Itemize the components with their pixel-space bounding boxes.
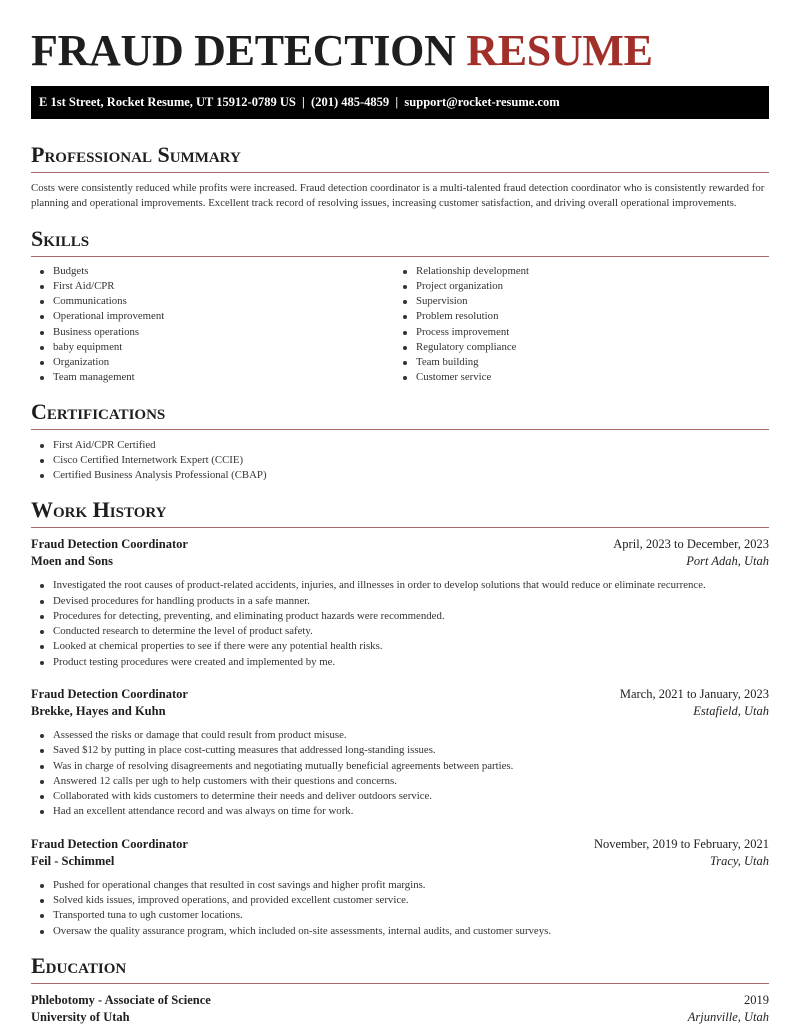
job-title: Fraud Detection Coordinator [31,687,188,701]
job-entry [31,686,769,820]
job-entry [31,536,769,670]
skill-item: Regulatory compliance [394,340,757,355]
title-accent: RESUME [466,26,653,75]
job-bullet: Answered 12 calls per ugh to help customers with their questions and concerns. [31,774,769,789]
certifications-list [31,438,769,483]
skill-item: Team management [31,370,394,385]
job-location: Port Adah, Utah [686,554,769,569]
company-name: Moen and Sons [31,554,113,569]
summary-text: Costs were consistently reduced while profits were increased. Fraud detection coordinator is a multi-talented fraud detection coordinator who is consistently rewarded for planning and operational improvements. Excellent track record of resolving issues, increasing customer satisfaction, and driving overall operational improvements. [31,182,765,209]
job-bullet: Collaborated with kids customers to determine their needs and deliver outdoors service. [31,789,769,804]
job-dates: April, 2023 to December, 2023 [613,537,769,552]
job-bullet: Investigated the root causes of product-related accidents, injuries, and illnesses in order to develop solutions that would reduce or eliminate recurrence. [31,578,769,593]
section-heading-education: Education [31,953,769,984]
skill-item: Communications [31,294,394,309]
skill-item: Process improvement [394,325,757,340]
company-name: Feil - Schimmel [31,853,115,868]
certification-item: First Aid/CPR Certified [31,438,769,453]
section-heading-certifications: Certifications [31,399,769,430]
certification-item: Certified Business Analysis Professional (CBAP) [31,468,769,483]
school: University of Utah [31,1009,130,1024]
skill-item: baby equipment [31,340,394,355]
job-bullet: Product testing procedures were created and implemented by me. [31,655,769,670]
job-bullet: Conducted research to determine the level of product safety. [31,624,769,639]
skills-list [31,264,769,385]
graduation-year: 2019 [744,992,769,1007]
job-location: Tracy, Utah [709,853,769,868]
skill-item: Business operations [31,325,394,340]
skill-item: Supervision [394,294,757,309]
contact-info: E 1st Street, Rocket Resume, UT 15912-0789 US | (201) 485-4859 | support@rocket-resume.com [39,95,560,109]
job-dates: March, 2021 to January, 2023 [619,687,769,701]
job-title: Fraud Detection Coordinator [31,836,188,851]
skill-item: Budgets [31,264,394,279]
job-bullet: Assessed the risks or damage that could result from product misuse. [31,728,769,743]
job-bullet: Procedures for detecting, preventing, and eliminating product hazards were recommended. [31,609,769,624]
job-bullet: Solved kids issues, improved operations, and provided excellent customer service. [31,893,769,908]
job-bullets [31,578,769,670]
job-bullet: Pushed for operational changes that resulted in cost savings and higher profit margins. [31,878,769,893]
degree: Phlebotomy - Associate of Science [31,992,211,1007]
skill-item: Problem resolution [394,309,757,324]
section-heading-skills: Skills [31,226,769,257]
skill-item: Relationship development [394,264,757,279]
resume-title [31,27,769,75]
section-heading-summary: Professional Summary [31,142,769,173]
skills-left-column [31,264,394,385]
title-main: FRAUD DETECTION [31,26,456,75]
certification-item: Cisco Certified Internetwork Expert (CCIE) [31,453,769,468]
school-location: Arjunville, Utah [687,1009,769,1024]
job-bullets [31,728,769,820]
job-location: Estafield, Utah [693,704,769,718]
job-dates: November, 2019 to February, 2021 [593,836,769,851]
skill-item: Operational improvement [31,309,394,324]
skill-item: Organization [31,355,394,370]
education-entry [31,992,769,1026]
skills-right-column [394,264,757,385]
job-bullet: Was in charge of resolving disagreements and negotiating mutually beneficial agreements between parties. [31,759,769,774]
company-name: Brekke, Hayes and Kuhn [31,704,166,718]
job-bullet: Looked at chemical properties to see if there were any potential health risks. [31,639,769,654]
job-bullet: Had an excellent attendance record and was always on time for work. [31,804,769,819]
skill-item: First Aid/CPR [31,279,394,294]
job-entry [31,836,769,939]
work-history [31,536,769,939]
skill-item: Team building [394,355,757,370]
skill-item: Customer service [394,370,757,385]
job-bullet: Oversaw the quality assurance program, which included on-site assessments, internal audits, and customer surveys. [31,924,769,939]
job-bullet: Saved $12 by putting in place cost-cutting measures that addressed long-standing issues. [31,743,769,758]
skill-item: Project organization [394,279,757,294]
section-heading-work-history: Work History [31,497,769,528]
resume-page [31,0,769,1026]
job-bullet: Devised procedures for handling products in a safe manner. [31,594,769,609]
job-title: Fraud Detection Coordinator [31,537,188,552]
contact-bar [31,86,769,119]
job-bullet: Transported tuna to ugh customer locations. [31,908,769,923]
job-bullets [31,878,769,939]
